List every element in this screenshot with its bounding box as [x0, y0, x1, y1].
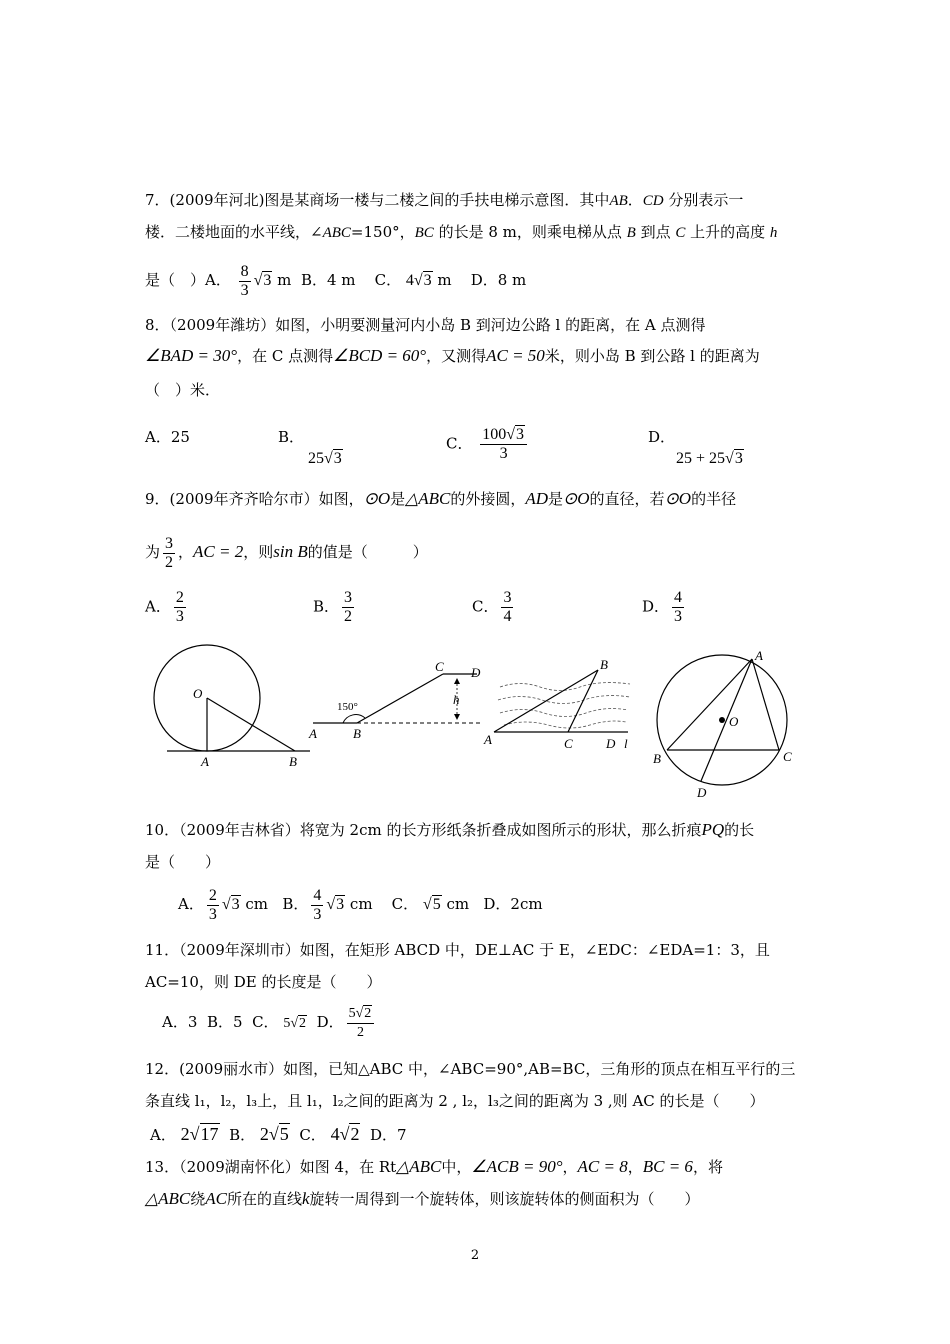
q8-optC: C． $\frac{100√3}{3}$	[446, 426, 530, 463]
q8-line3: （ ）米．	[145, 381, 221, 399]
fig2-label-h: h	[453, 692, 460, 707]
fig1-label-O: O	[193, 686, 203, 701]
fig4-label-B: B	[653, 751, 661, 766]
q9-optA: A． $\frac{2}{3}$	[145, 589, 184, 625]
fig1-label-B: B	[289, 754, 297, 769]
q7-optA-fraction: $\frac{8}{3}$	[240, 262, 249, 299]
fig3-label-A: A	[484, 732, 492, 747]
fig3-label-D: D	[606, 736, 616, 751]
figure-circle-tangent	[145, 642, 315, 772]
fig1-label-A: A	[201, 754, 209, 769]
q8-optA: A．25	[145, 428, 190, 446]
fig4-label-C: C	[783, 749, 792, 764]
fig4-label-O: O	[729, 714, 739, 729]
q11-line1: 11．（2009年深圳市）如图，在矩形 ABCD 中，DE⊥AC 于 E，∠EDC：∠EDA=1：3，且	[145, 941, 770, 959]
q9-optC: C． $\frac{3}{4}$	[472, 589, 512, 625]
fig2-label-C: C	[435, 660, 444, 674]
q12-options: A． 2√17 B． 2√5 C． 4√2 D．7	[150, 1124, 407, 1144]
q8-optD: D． 25 + 25√3	[648, 428, 743, 467]
q10-options: A． $\frac{2}{3}$ √3 cm B． $\frac{4}{3}$ √3 cm C． √5 cm D．2cm	[178, 886, 543, 923]
page-number: 2	[470, 1248, 480, 1263]
fig4-label-A: A	[755, 648, 763, 663]
fig3-label-C: C	[564, 736, 573, 751]
q9-line2: 为 $\frac{3}{2}$ ，AC = 2，则sin B的值是（ ）	[145, 534, 428, 571]
q8-line2: ∠BAD = 30°，在 C 点测得∠BCD = 60°，又测得AC = 50米，则小岛 B 到公路 l 的距离为	[145, 346, 760, 365]
figure-escalator	[305, 660, 495, 745]
q12-line1: 12．(2009丽水市）如图，已知△ABC 中，∠ABC=90°,AB=BC，三角形的顶点在相互平行的三	[145, 1060, 796, 1078]
q13-line2: △ABC绕AC所在的直线k旋转一周得到一个旋转体，则该旋转体的侧面积为（ ）	[145, 1189, 700, 1208]
fig2-label-D: D	[471, 665, 481, 680]
q11-options: A．3 B．5 C． 5√2 D． $\frac{5√2}{2}$	[162, 1002, 377, 1044]
q11-line2: AC=10，则 DE 的长度是（ ）	[145, 973, 382, 991]
fig2-angle-label: 150°	[337, 701, 358, 713]
q7-line1: 7．(2009年河北)图是某商场一楼与二楼之间的手扶电梯示意图．其中AB．CD 分别表示一	[145, 191, 744, 209]
fig2-label-A: A	[309, 726, 317, 741]
q8-optB: B． 25√3	[278, 428, 342, 467]
fig3-label-l: l	[624, 736, 628, 751]
q10-line1: 10．（2009年吉林省）将宽为 2cm 的长方形纸条折叠成如图所示的形状，那么折痕PQ的长	[145, 820, 755, 839]
q12-line2: 条直线 l₁，l₂，l₃上，且 l₁，l₂之间的距离为 2 , l₂，l₃之间的距离为 3 ,则 AC 的长是（ ）	[145, 1092, 765, 1110]
fig2-label-B: B	[353, 726, 361, 741]
q9-line1: 9．(2009年齐齐哈尔市）如图，⊙O是△ABC的外接圆，AD是⊙O的直径，若⊙O的半径	[145, 489, 737, 508]
q9-optD: D． $\frac{4}{3}$	[642, 589, 683, 625]
q9-optB: B． $\frac{3}{2}$	[313, 589, 353, 625]
q8-line1: 8．（2009年潍坊）如图，小明要测量河内小岛 B 到河边公路 l 的距离，在 A 点测得	[145, 316, 706, 334]
q13-line1: 13．（2009湖南怀化）如图 4，在 Rt△ABC中，∠ACB = 90°，AC = 8，BC = 6，将	[145, 1157, 723, 1176]
q7-options: 是（ ）A． $\frac{8}{3}$ √3 m B．4 m C． 4√3 m D．8 m	[145, 262, 527, 299]
figure-river-island	[480, 652, 640, 754]
q7-line2: 楼．二楼地面的水平线，∠ABC=150°，BC 的长是 8 m，则乘电梯从点 B 到点 C 上升的高度 h	[145, 223, 778, 241]
fig4-label-D: D	[697, 785, 707, 800]
figure-circumcircle	[645, 646, 805, 804]
fig3-label-B: B	[600, 657, 608, 672]
q10-line2: 是（ ）	[145, 853, 221, 871]
